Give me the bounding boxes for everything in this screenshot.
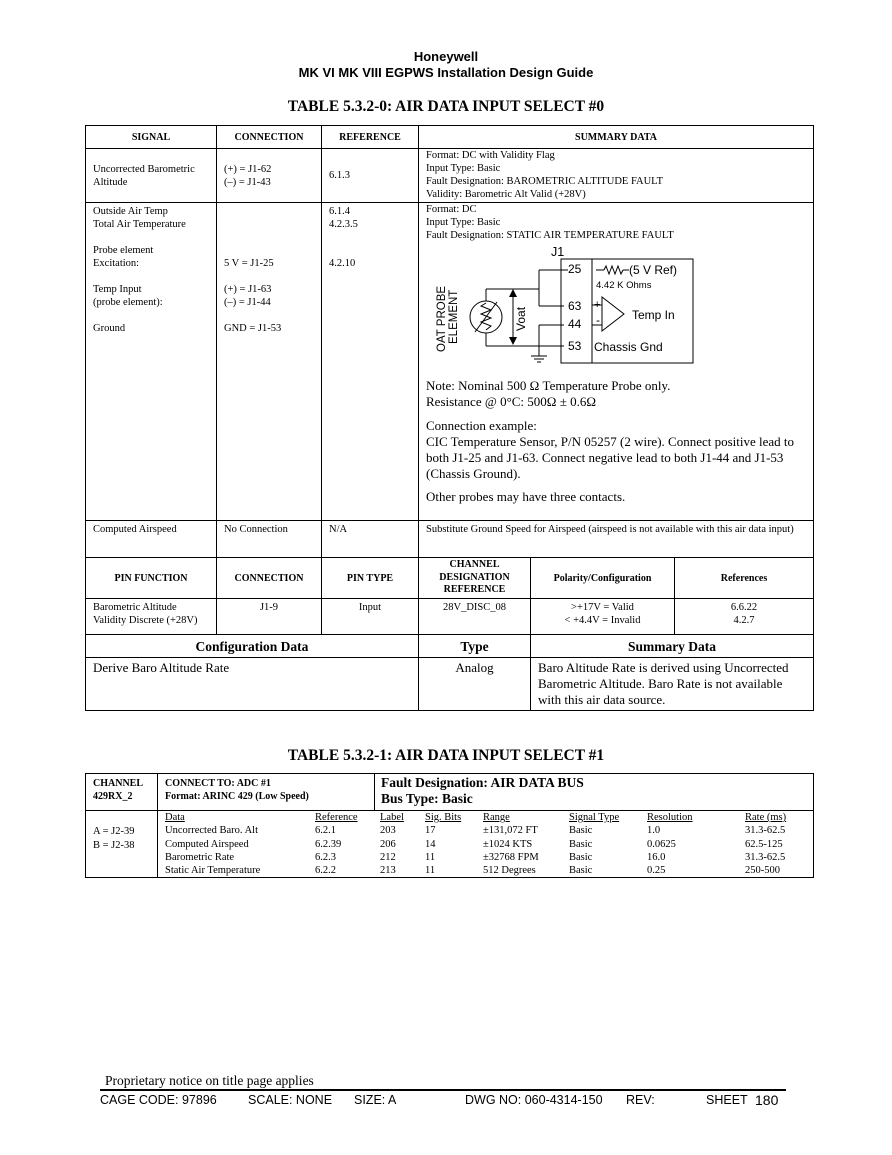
air-data-table-1 xyxy=(85,773,814,878)
table-cell: Basic xyxy=(569,865,593,877)
other-probes-note: Other probes may have three contacts. xyxy=(426,489,626,504)
pin-header-channel: CHANNEL DESIGNATION REFERENCE xyxy=(419,558,531,599)
pin-header-function: PIN FUNCTION xyxy=(86,558,217,599)
pin-44-label: 44 xyxy=(568,317,582,331)
config-header-type: Type xyxy=(419,635,531,658)
table-row xyxy=(158,838,814,851)
config-header-data: Configuration Data xyxy=(86,635,419,658)
table-cell: 1.0 xyxy=(647,825,661,837)
col-reference: Reference xyxy=(315,812,358,823)
col-label: Label xyxy=(380,812,404,823)
col-range: Range xyxy=(483,812,510,823)
table-cell: ±32768 FPM xyxy=(483,851,539,863)
col-data: Data xyxy=(165,812,185,823)
ref-5v-label: (5 V Ref) xyxy=(629,263,678,277)
connection-example: Connection example: CIC Temperature Sensor, P/N 05257 (2 wire). Connect positive lead to both J1-25 and J1-63. Connect negative lead to both J1-44 and J1-53 (Chassis Ground). xyxy=(426,418,795,481)
fault-header: Fault Designation: AIR DATA BUS Bus Type: Basic xyxy=(375,774,814,811)
table-cell: 0.25 xyxy=(647,865,666,877)
table-cell: 16.0 xyxy=(647,851,666,863)
table-cell: 212 xyxy=(380,851,396,863)
cage-code: CAGE CODE: 97896 xyxy=(100,1093,217,1107)
table-cell: Static Air Temperature xyxy=(165,865,261,877)
pin-header-references: References xyxy=(675,558,814,599)
table-cell: Basic xyxy=(569,825,593,837)
pin-25-label: 25 xyxy=(568,262,582,276)
table-cell: 14 xyxy=(425,838,436,850)
voat-label: Voat xyxy=(514,306,528,331)
table-cell: 6.2.3 xyxy=(315,851,336,863)
table-cell: 6.2.1 xyxy=(315,825,336,837)
revision: REV: xyxy=(626,1093,655,1107)
resistor-symbol xyxy=(604,266,623,274)
table-row xyxy=(158,864,814,877)
pin-type: Input xyxy=(322,599,419,635)
table-cell: 206 xyxy=(380,838,396,850)
table-cell: 31.3-62.5 xyxy=(745,851,786,863)
table-cell: Barometric Rate xyxy=(165,851,235,863)
table-cell: 31.3-62.5 xyxy=(745,825,786,837)
svg-text:+: + xyxy=(594,299,601,311)
temp-in-label: Temp In xyxy=(632,308,675,322)
connection-airspeed: No Connection xyxy=(217,521,322,558)
connection-air-temp: 5 V = J1-25 (+) = J1-63 (–) = J1-44 GND = J1-53 xyxy=(217,203,322,521)
table-cell: ±131,072 FT xyxy=(483,825,538,837)
resistor-label: 4.42 K Ohms xyxy=(596,280,652,291)
amplifier-symbol xyxy=(602,297,624,331)
probe-note: Note: Nominal 500 Ω Temperature Probe only. Resistance @ 0°C: 500Ω ± 0.6Ω xyxy=(426,378,671,409)
summary-air-temp-text: Format: DC Input Type: Basic Fault Designation: STATIC AIR TEMPERATURE FAULT xyxy=(426,204,674,241)
pin-polarity: >+17V = Valid < +4.4V = Invalid xyxy=(531,599,675,635)
table-cell: ±1024 KTS xyxy=(483,838,533,850)
col-sig-bits: Sig. Bits xyxy=(425,812,462,823)
arinc-label-table xyxy=(158,811,814,877)
probe-label-2: ELEMENT xyxy=(448,289,460,344)
probe-label-1: OAT PROBE xyxy=(436,285,448,352)
connect-header: CONNECT TO: ADC #1 Format: ARINC 429 (Low Speed) xyxy=(158,774,375,811)
table-row xyxy=(158,824,814,837)
table-cell: Basic xyxy=(569,838,593,850)
header-summary: SUMMARY DATA xyxy=(419,126,814,149)
table-cell: 62.5-125 xyxy=(745,838,783,850)
table-cell: 250-500 xyxy=(745,865,780,877)
signal-air-temp: Outside Air Temp Total Air Temperature Probe element Excitation: Temp Input (probe element): Ground xyxy=(86,203,217,521)
pin-header-connection: CONNECTION xyxy=(217,558,322,599)
svg-text:-: - xyxy=(596,313,600,327)
config-data: Derive Baro Altitude Rate xyxy=(86,658,419,711)
pin-63-label: 63 xyxy=(568,299,582,313)
reference-airspeed: N/A xyxy=(322,521,419,558)
channel-pins: A = J2-39 B = J2-38 xyxy=(86,811,158,878)
header-reference: REFERENCE xyxy=(322,126,419,149)
drawing-number: DWG NO: 060-4314-150 xyxy=(465,1093,603,1107)
pin-connection: J1-9 xyxy=(217,599,322,635)
table-cell: 0.0625 xyxy=(647,838,676,850)
config-summary: Baro Altitude Rate is derived using Uncorrected Barometric Altitude. Baro Rate is not available with this air data source. xyxy=(531,658,814,711)
size: SIZE: A xyxy=(354,1093,397,1107)
summary-airspeed: Substitute Ground Speed for Airspeed (airspeed is not available with this air data input) xyxy=(419,521,814,558)
table-cell: 213 xyxy=(380,865,396,877)
chassis-gnd-label: Chassis Gnd xyxy=(594,340,663,354)
proprietary-notice: Proprietary notice on title page applies xyxy=(105,1073,314,1088)
pin-function: Barometric Altitude Validity Discrete (+28V) xyxy=(86,599,217,635)
table-cell: 512 Degrees xyxy=(483,865,536,877)
connection-baro-alt: (+) = J1-62 (–) = J1-43 xyxy=(217,149,322,203)
table-cell: 11 xyxy=(425,851,436,863)
config-header-summary: Summary Data xyxy=(531,635,814,658)
table1-title: TABLE 5.3.2-1: AIR DATA INPUT SELECT #1 xyxy=(287,747,605,764)
table-cell: Computed Airspeed xyxy=(165,838,249,850)
table-cell: Uncorrected Baro. Alt xyxy=(165,825,259,837)
summary-air-temp xyxy=(419,203,814,521)
col-signal-type: Signal Type xyxy=(569,812,620,823)
scale: SCALE: NONE xyxy=(248,1093,333,1107)
pin-header-type: PIN TYPE xyxy=(322,558,419,599)
table0-title: TABLE 5.3.2-0: AIR DATA INPUT SELECT #0 xyxy=(287,98,605,115)
table-row xyxy=(158,851,814,864)
channel-header: CHANNEL 429RX_2 xyxy=(86,774,158,811)
pin-header-polarity: Polarity/Configuration xyxy=(531,558,675,599)
signal-baro-alt: Uncorrected Barometric Altitude xyxy=(86,149,217,203)
table-cell: 11 xyxy=(425,865,436,877)
reference-baro-alt: 6.1.3 xyxy=(322,149,419,203)
pin-references: 6.6.22 4.2.7 xyxy=(675,599,814,635)
col-resolution: Resolution xyxy=(647,812,693,823)
document-title: MK VI MK VIII EGPWS Installation Design Guide xyxy=(298,65,594,80)
summary-baro-alt: Format: DC with Validity Flag Input Type: Basic Fault Designation: BAROMETRIC ALTITUDE FAULT Validity: Barometric Alt Valid (+28V) xyxy=(419,149,814,203)
table-cell: 6.2.39 xyxy=(315,838,342,850)
footer-rule xyxy=(100,1089,786,1091)
signal-airspeed: Computed Airspeed xyxy=(86,521,217,558)
connector-label: J1 xyxy=(551,245,565,259)
col-rate: Rate (ms) xyxy=(745,812,787,823)
air-data-table-0 xyxy=(85,125,814,711)
pin-53-label: 53 xyxy=(568,339,582,353)
table-cell: 203 xyxy=(380,825,396,837)
config-type: Analog xyxy=(419,658,531,711)
table-cell: Basic xyxy=(569,851,593,863)
company-name: Honeywell xyxy=(413,49,479,64)
sheet-label: SHEET xyxy=(706,1093,748,1107)
oat-probe-wiring-diagram xyxy=(426,244,726,374)
table-cell: 17 xyxy=(425,825,436,837)
reference-air-temp: 6.1.4 4.2.3.5 4.2.10 xyxy=(322,203,419,521)
table-cell: 6.2.2 xyxy=(315,865,336,877)
sheet-number: 180 xyxy=(755,1092,779,1108)
header-connection: CONNECTION xyxy=(217,126,322,149)
pin-channel: 28V_DISC_08 xyxy=(419,599,531,635)
header-signal: SIGNAL xyxy=(86,126,217,149)
